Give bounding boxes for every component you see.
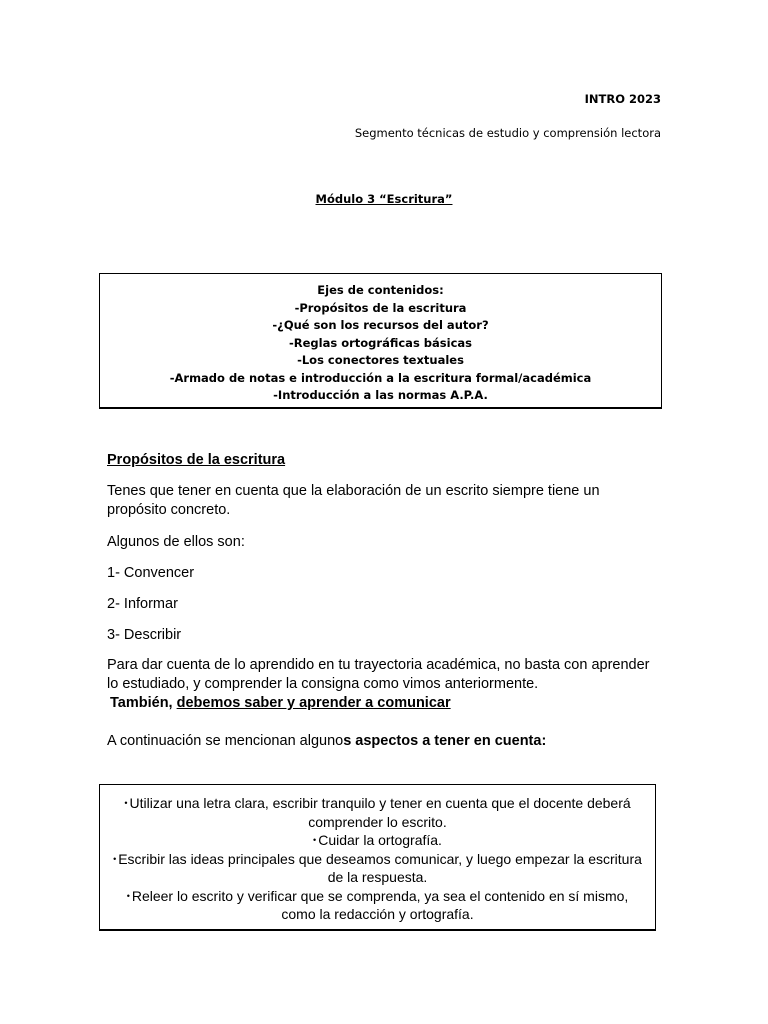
contents-axes-title: Ejes de contenidos:: [317, 283, 444, 297]
aspects-emphasis: s aspectos a tener en cuenta:: [343, 733, 547, 749]
tip-text: Cuidar la ortografía.: [318, 832, 442, 848]
module-title: Módulo 3 “Escritura”: [315, 192, 453, 206]
tip-item: [112, 850, 643, 887]
paragraph-trajectory: Para dar cuenta de lo aprendido en tu trayectoria académica, no basta con aprender lo estudiado, y comprender la consigna como vimos anteriormente.: [107, 657, 650, 692]
tip-item: [112, 794, 643, 831]
section-heading: Propósitos de la escritura: [107, 452, 286, 468]
contents-axis-item: -¿Qué son los recursos del autor?: [272, 318, 489, 332]
list-intro: Algunos de ellos son:: [107, 534, 245, 550]
contents-axis-item: -Armado de notas e introducción a la escritura formal/académica: [169, 370, 592, 385]
list-item: 1- Convencer: [107, 565, 195, 581]
bullet-icon: •: [313, 835, 317, 845]
aspects-prefix: A continuación se mencionan alguno: [107, 733, 344, 749]
tips-box: [99, 784, 656, 931]
contents-axis-item: -Los conectores textuales: [297, 353, 464, 367]
list-item: 3- Describir: [107, 627, 182, 643]
tip-item: [112, 887, 643, 924]
also-prefix: También,: [110, 695, 173, 711]
bullet-icon: •: [124, 798, 128, 808]
tip-text: Escribir las ideas principales que deseamos comunicar, y luego empezar la escritura de la respuesta.: [118, 850, 642, 885]
paragraph-purpose: Tenes que tener en cuenta que la elaboración de un escrito siempre tiene un propósito concreto.: [107, 483, 600, 518]
tip-text: Releer lo escrito y verificar que se comprenda, ya sea el contenido en sí mismo, como la redacción y ortografía.: [131, 887, 629, 922]
contents-axis-item: -Reglas ortográficas básicas: [289, 335, 472, 350]
segment-subtitle: Segmento técnicas de estudio y comprensión lectora: [354, 126, 661, 140]
contents-axis-item: -Propósitos de la escritura: [294, 300, 467, 315]
course-title: INTRO 2023: [584, 92, 661, 106]
tip-text: Utilizar una letra clara, escribir tranquilo y tener en cuenta que el docente deberá comprender lo escrito.: [129, 795, 631, 830]
contents-axes-box: [99, 273, 662, 409]
aspects-intro-line: [107, 732, 546, 751]
communicate-line: [110, 694, 451, 713]
bullet-icon: •: [113, 853, 117, 864]
tip-item: [112, 831, 643, 850]
list-item: 2- Informar: [107, 596, 178, 612]
bullet-icon: •: [126, 890, 130, 901]
contents-axis-item: -Introducción a las normas A.P.A.: [273, 388, 488, 402]
communicate-emphasis: debemos saber y aprender a comunicar: [176, 695, 451, 711]
